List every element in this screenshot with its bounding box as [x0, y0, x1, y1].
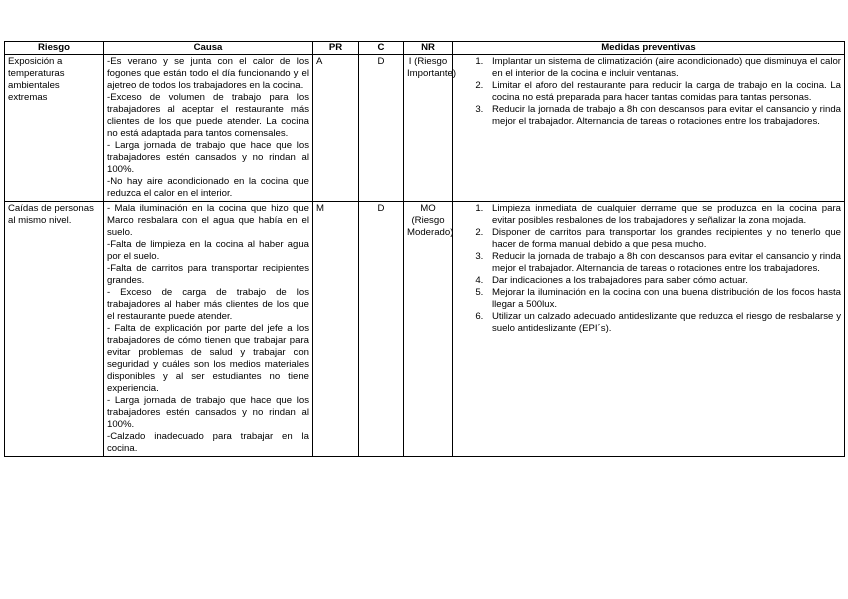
table-row [5, 202, 845, 457]
medida-item: 5. Mejorar la iluminación en la cocina con una buena distribución de los focos hasta llegar a 500lux. [486, 287, 841, 311]
header-c: C [359, 42, 404, 55]
causa-item: - Mala iluminación en la cocina que hizo que Marco resbalara con el agua que había en el suelo. [107, 203, 309, 238]
medidas-cell [453, 55, 845, 202]
causa-item: - Falta de explicación por parte del jefe a los trabajadores de cómo tienen que trabajar para evitar problemas de salud y trabajar con seguridad y cuáles son los medios materiales disponibles y al ser estudiantes no tiene experiencia. [107, 323, 309, 394]
pr-cell: A [313, 55, 359, 202]
medida-item: 1. Implantar un sistema de climatización (aire acondicionado) que disminuya el calor en el interior de la cocina e incluir ventanas. [486, 56, 841, 80]
medida-item: 2. Limitar el aforo del restaurante para reducir la carga de trabajo en la cocina. La cocina no está preparada para hacer tantas comidas para tantas personas. [486, 80, 841, 104]
risk-assessment-table [4, 41, 845, 457]
nr-cell: MO (Riesgo Moderado) [404, 202, 453, 457]
riesgo-cell: Caídas de personas al mismo nivel. [5, 202, 104, 457]
medidas-list [456, 203, 841, 335]
header-causa: Causa [104, 42, 313, 55]
causa-cell [104, 202, 313, 457]
medida-item: 3. Reducir la jornada de trabajo a 8h con descansos para evitar el cansancio y rinda mejor el trabajador. Alternancia de tareas o rotaciones entre los trabajadores. [486, 104, 841, 128]
header-nr: NR [404, 42, 453, 55]
causa-item: -Calzado inadecuado para trabajar en la cocina. [107, 431, 309, 454]
causa-item: -No hay aire acondicionado en la cocina que reduzca el calor en el interior. [107, 176, 309, 199]
riesgo-cell: Exposición a temperaturas ambientales extremas [5, 55, 104, 202]
nr-cell: I (Riesgo Importante) [404, 55, 453, 202]
causa-item: -Es verano y se junta con el calor de los fogones que están todo el día funcionando y el ajetreo de todos los trabajadores en la cocina. [107, 56, 309, 91]
pr-cell: M [313, 202, 359, 457]
header-pr: PR [313, 42, 359, 55]
c-cell: D [359, 55, 404, 202]
medidas-list [456, 56, 841, 128]
medidas-cell [453, 202, 845, 457]
causa-cell [104, 55, 313, 202]
medida-item: 1. Limpieza inmediata de cualquier derrame que se produzca en la cocina para evitar posibles resbalones de los trabajadores y señalizar la zona mojada. [486, 203, 841, 227]
causa-item: - Larga jornada de trabajo que hace que los trabajadores estén cansados y no rindan al 100%. [107, 395, 309, 430]
medida-item: 4. Dar indicaciones a los trabajadores para saber cómo actuar. [486, 275, 841, 287]
c-cell: D [359, 202, 404, 457]
medida-item: 3. Reducir la jornada de trabajo a 8h con descansos para evitar el cansancio y rinda mejor el trabajador. Alternancia de tareas o rotaciones entre los trabajadores. [486, 251, 841, 275]
header-medidas: Medidas preventivas [453, 42, 845, 55]
causa-item: -Exceso de volumen de trabajo para los trabajadores al aceptar el restaurante más clientes de los que puede atender. La cocina no está adaptada para tantos comensales. [107, 92, 309, 139]
header-riesgo: Riesgo [5, 42, 104, 55]
table-header-row [5, 42, 845, 55]
table-row [5, 55, 845, 202]
causa-item: -Falta de carritos para transportar recipientes grandes. [107, 263, 309, 286]
causa-item: -Falta de limpieza en la cocina al haber agua por el suelo. [107, 239, 309, 262]
medida-item: 6. Utilizar un calzado adecuado antideslizante que reduzca el riesgo de resbalarse y suelo antideslizante (EPI´s). [486, 311, 841, 335]
causa-item: - Larga jornada de trabajo que hace que los trabajadores estén cansados y no rindan al 100%. [107, 140, 309, 175]
medida-item: 2. Disponer de carritos para transportar los grandes recipientes y no tenerlo que hacer de forma manual debido a que pesa mucho. [486, 227, 841, 251]
causa-item: - Exceso de carga de trabajo de los trabajadores al haber más clientes de los que el restaurante puede atender. [107, 287, 309, 322]
